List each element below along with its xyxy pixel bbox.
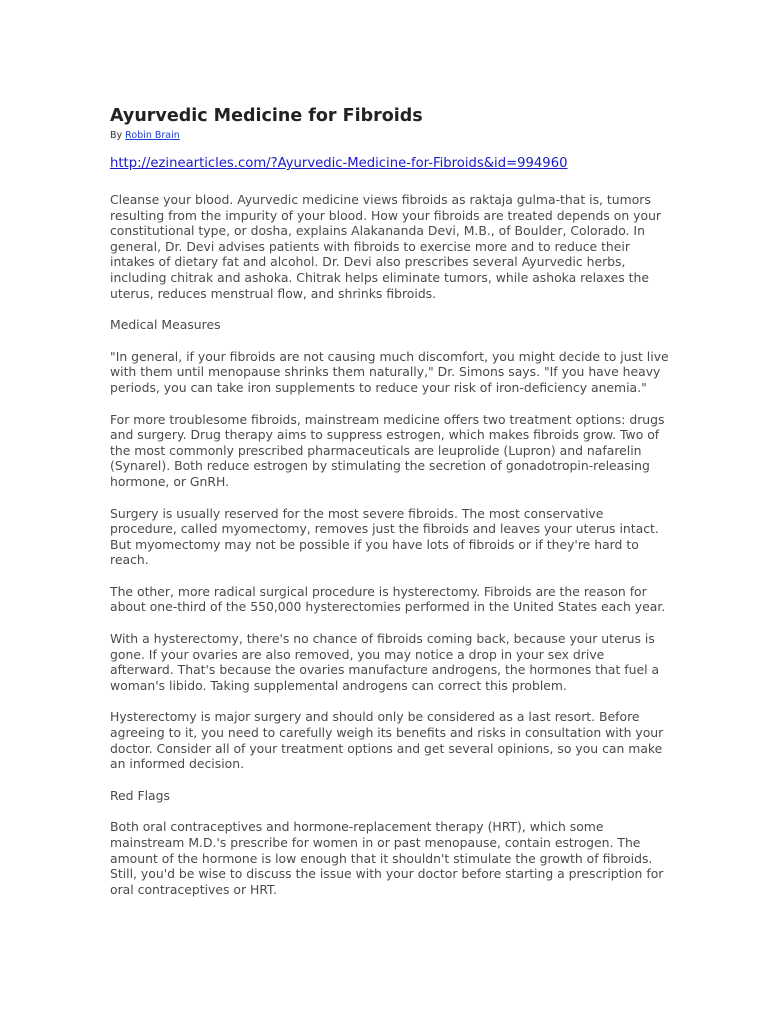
page-title: Ayurvedic Medicine for Fibroids xyxy=(110,106,423,126)
paragraph-surgery: Surgery is usually reserved for the most severe fibroids. The most conservative procedure, called myomectomy, removes just the fibroids and leaves your uterus intact. But myomectomy may not be possible if you have lots of fibroids or if they're hard to reach. xyxy=(110,505,659,568)
by-label: By xyxy=(110,130,123,141)
byline xyxy=(110,129,670,143)
author-link[interactable]: Robin Brain xyxy=(125,130,180,141)
paragraph-hysterectomy: The other, more radical surgical procedure is hysterectomy. Fibroids are the reason for about one-third of the 550,000 hysterectomies performed in the United States each year. xyxy=(110,583,666,615)
paragraph-cleanse: Cleanse your blood. Ayurvedic medicine views fibroids as raktaja gulma-that is, tumors resulting from the impurity of your blood. How your fibroids are treated depends on your constitutional type, or dosha, explains Alakananda Devi, M.B., of Boulder, Colorado. In general, Dr. Devi advises patients with fibroids to exercise more and to reduce their intakes of dietary fat and alcohol. Dr. Devi also prescribes several Ayurvedic herbs, including chitrak and ashoka. Chitrak helps eliminate tumors, while ashoka relaxes the uterus, reduces menstrual flow, and shrinks fibroids. xyxy=(110,192,662,301)
heading-medical-measures: Medical Measures xyxy=(110,317,221,333)
paragraph-hrt: Both oral contraceptives and hormone-replacement therapy (HRT), which some mainstream M.D.'s prescribe for women in or past menopause, contain estrogen. The amount of the hormone is low enough that it shouldn't stimulate the growth of fibroids. Still, you'd be wise to discuss the issue with your doctor before starting a prescription for oral contraceptives or HRT. xyxy=(110,819,664,897)
paragraph-treatment-options: For more troublesome fibroids, mainstream medicine offers two treatment options: drugs and surgery. Drug therapy aims to suppress estrogen, which makes fibroids grow. Two of the most commonly prescribed pharmaceuticals are leuprolide (Lupron) and nafarelin (Synarel). Both reduce estrogen by stimulating the secretion of gonadotropin-releasing hormone, or GnRH. xyxy=(110,411,665,489)
article xyxy=(110,104,670,897)
paragraph-ovaries: With a hysterectomy, there's no chance of fibroids coming back, because your uterus is gone. If your ovaries are also removed, you may notice a drop in your sex drive afterward. That's because the ovaries manufacture androgens, the hormones that fuel a woman's libido. Taking supplemental androgens can correct this problem. xyxy=(110,631,660,693)
source-url-link[interactable]: http://ezinearticles.com/?Ayurvedic-Medicine-for-Fibroids&id=994960 xyxy=(110,156,568,171)
paragraph-last-resort: Hysterectomy is major surgery and should only be considered as a last resort. Before agreeing to it, you need to carefully weigh its benefits and risks in consultation with your doctor. Consider all of your treatment options and get several opinions, so you can make an informed decision. xyxy=(110,709,664,772)
paragraph-quote: "In general, if your fibroids are not causing much discomfort, you might decide to just live with them until menopause shrinks them naturally," Dr. Simons says. "If you have heavy periods, you can take iron supplements to reduce your risk of iron-deficiency anemia." xyxy=(110,348,669,395)
heading-red-flags: Red Flags xyxy=(110,787,170,803)
